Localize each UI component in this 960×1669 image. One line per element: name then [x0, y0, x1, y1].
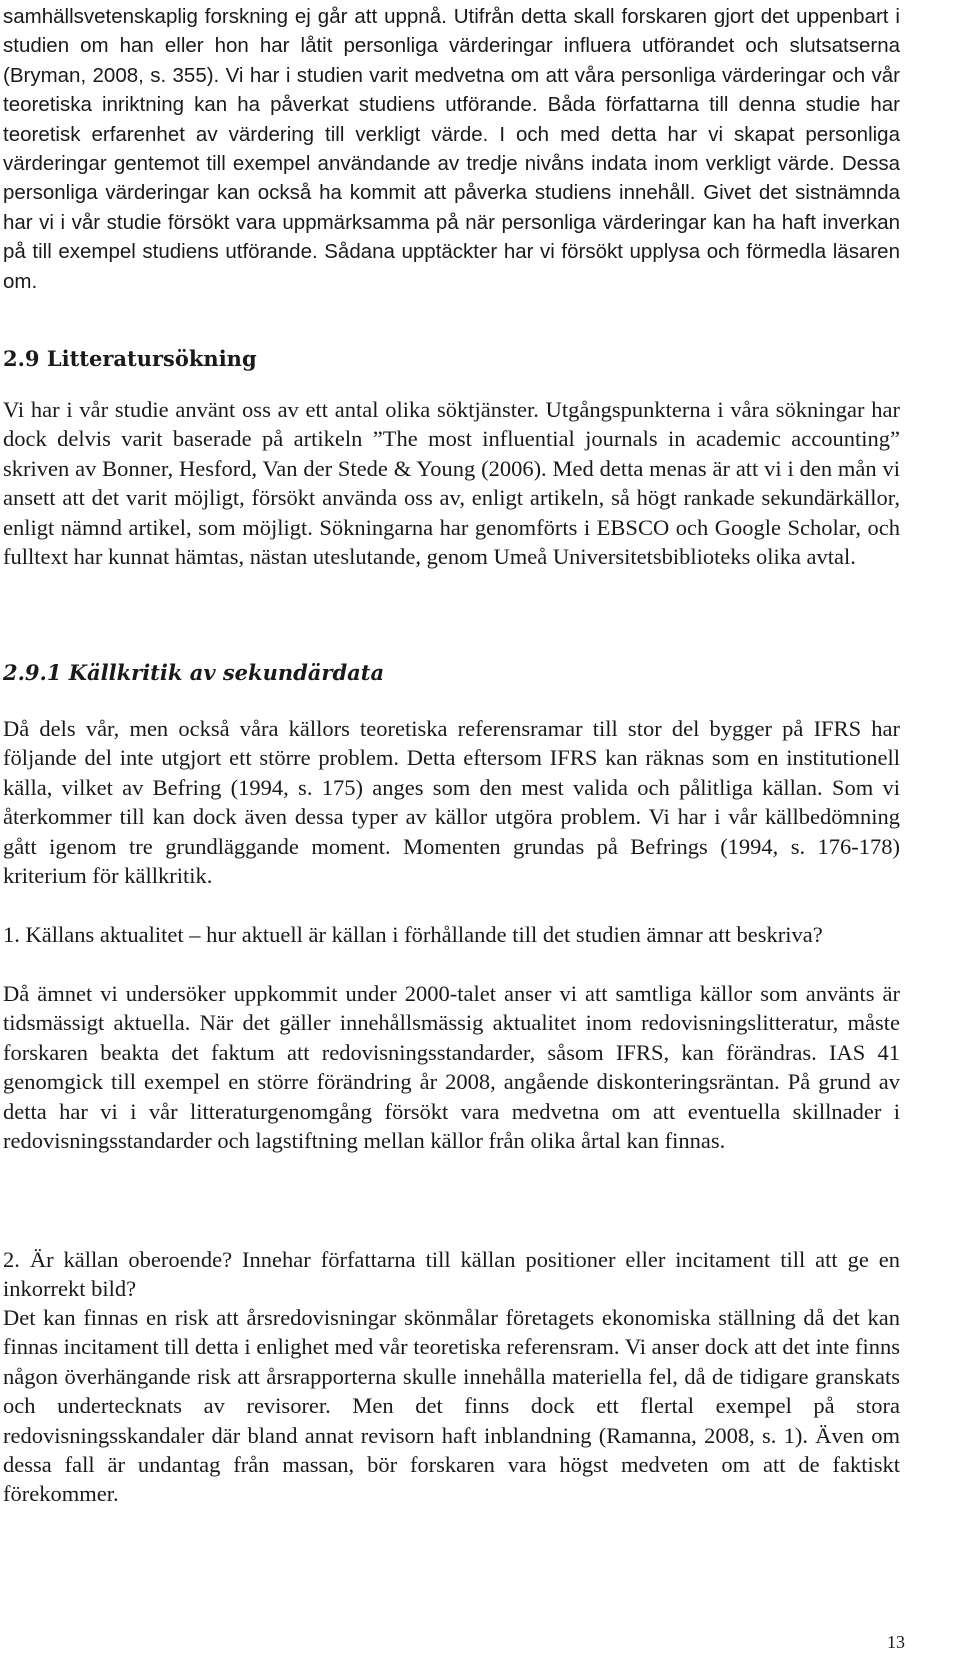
section-2-9-paragraph: Vi har i vår studie använt oss av ett antal olika söktjänster. Utgångspunkterna i våra sökningar har dock delvis varit baserade på artikeln ”The most influential journals in academic accounting” skriven av Bonner, Hesford, Van der Stede & Young (2006). Med detta menas är att vi i den mån vi ansett att det varit möjligt, försökt använda oss av, enligt artikeln, så högt rankade sekundärkällor, enligt nämnd artikel, som möjligt. Sökningarna har genomförts i EBSCO och Google Scholar, och fulltext har kunnat hämtas, nästan uteslutande, genom Umeå Universitetsbiblioteks olika avtal.	[3, 397, 900, 570]
section-heading-2-9-1: 2.9.1 Källkritik av sekundärdata	[3, 660, 385, 685]
criterion-1-answer: Då ämnet vi undersöker uppkommit under 2000-talet anser vi att samtliga källor som använts är tidsmässigt aktuella. När det gäller innehållsmässig aktualitet inom redovisningslitteratur, måste forskaren beakta det faktum att redovisningsstandarder, såsom IFRS, kan förändras. IAS 41 genomgick till exempel en större förändring år 2008, angående diskonteringsräntan. På grund av detta har vi i vår litteraturgenomgång försökt vara medvetna om att eventuella skillnader i redovisningsstandarder och lagstiftning mellan källor från olika årtal kan finnas.	[3, 981, 900, 1154]
intro-paragraph: samhällsvetenskaplig forskning ej går att uppnå. Utifrån detta skall forskaren gjort det uppenbart i studien om han eller hon har låtit personliga värderingar influera utförandet och slutsatserna (Bryman, 2008, s. 355). Vi har i studien varit medvetna om att våra personliga värderingar och vår teoretiska inriktning kan ha påverkat studiens utförande. Båda författarna till denna studie har teoretisk erfarenhet av värdering till verkligt värde. I och med detta har vi skapat personliga värderingar gentemot till exempel användande av tredje nivåns indata inom verkligt värde. Dessa personliga värderingar kan också ha kommit att påverka studiens innehåll. Givet det sistnämnda har vi i vår studie försökt vara uppmärksamma på när personliga värderingar kan ha haft inverkan på till exempel studiens utförande. Sådana upptäckter har vi försökt upplysa och förmedla läsaren om.	[3, 5, 900, 293]
criterion-2-question: 2. Är källan oberoende? Innehar författarna till källan positioner eller incitament till att ge en inkorrekt bild?	[3, 1247, 900, 1302]
criterion-2-answer: Det kan finnas en risk att årsredovisningar skönmålar företagets ekonomiska ställning då det kan finnas incitament till detta i enlighet med vår teoretiska referensram. Vi anser dock att det inte finns någon överhängande risk att årsrapporterna skulle innehålla materiella fel, då de tidigare granskats och undertecknats av revisorer. Men det finns dock ett flertal exempel på stora redovisningsskandaler där bland annat revisorn haft inblandning (Ramanna, 2008, s. 1). Även om dessa fall är undantag från massan, bör forskaren vara högst medveten om att de faktiskt förekommer.	[3, 1305, 900, 1507]
section-heading-2-9: 2.9 Litteratursökning	[3, 346, 257, 371]
criterion-1-question: 1. Källans aktualitet – hur aktuell är källan i förhållande till det studien ämnar att beskriva?	[3, 922, 823, 947]
page-number: 13	[887, 1632, 905, 1652]
section-2-9-1-paragraph: Då dels vår, men också våra källors teoretiska referensramar till stor del bygger på IFRS har följande del inte utgjort ett större problem. Detta eftersom IFRS kan räknas som en institutionell källa, vilket av Befring (1994, s. 175) anges som den mest valida och pålitliga källan. Som vi återkommer till kan dock även dessa typer av källor utgöra problem. Vi har i vår källbedömning gått igenom tre grundläggande moment. Momenten grundas på Befrings (1994, s. 176-178) kriterium för källkritik.	[3, 716, 900, 889]
